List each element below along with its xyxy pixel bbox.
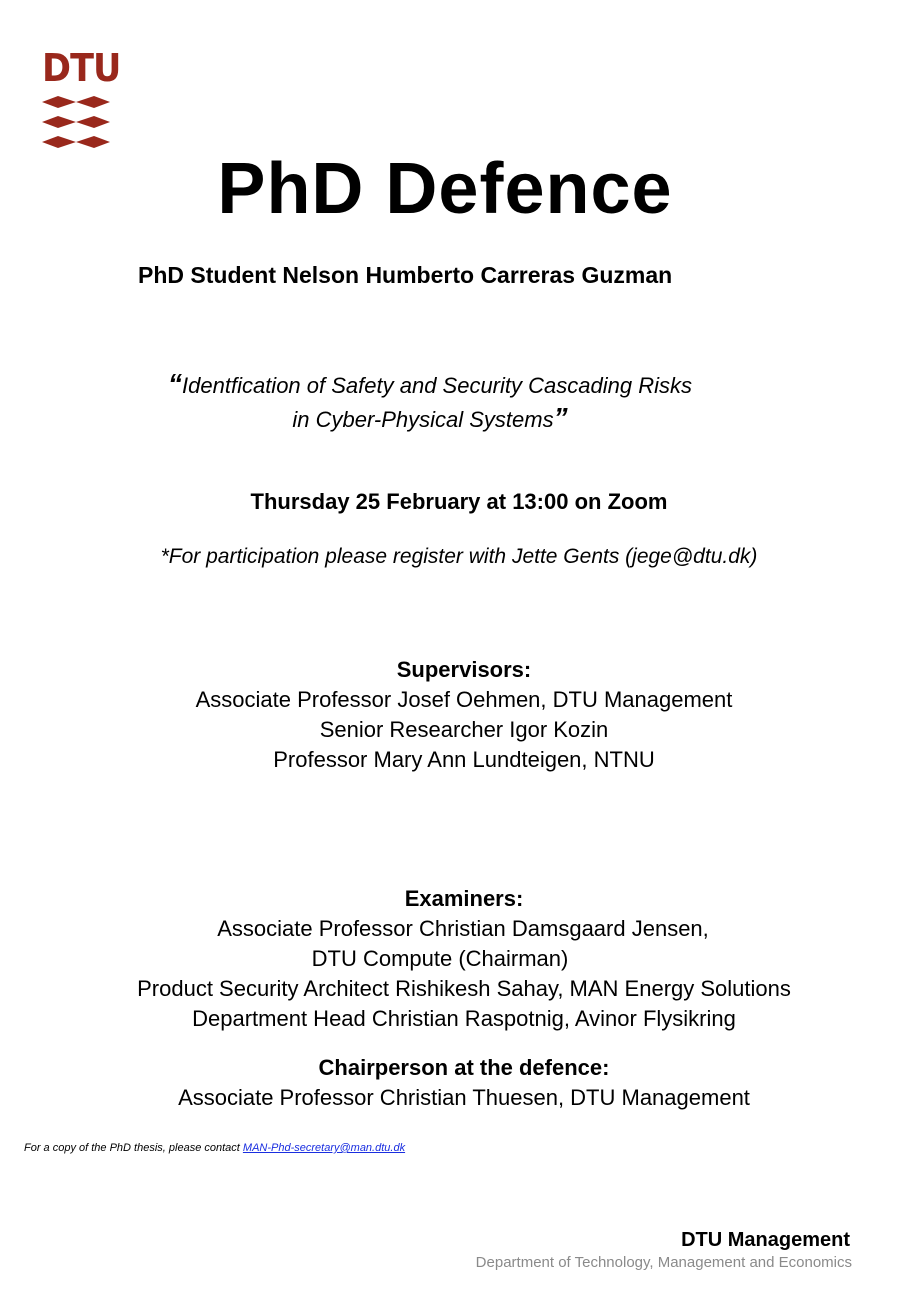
chairperson-section <box>0 1053 900 1113</box>
chairperson-heading: Chairperson at the defence: <box>318 1055 610 1080</box>
examiner-item: Associate Professor Christian Damsgaard Jensen, <box>217 916 709 941</box>
department-name: DTU Management <box>681 1229 850 1251</box>
close-quote: ” <box>553 402 568 433</box>
thesis-copy-text: For a copy of the PhD thesis, please contact <box>24 1142 240 1154</box>
department-full-name: Department of Technology, Management and Economics <box>475 1254 852 1271</box>
thesis-title-line1: Identfication of Safety and Security Cascading Risks <box>182 373 692 398</box>
thesis-contact-email-link[interactable]: MAN-Phd-secretary@man.dtu.dk <box>242 1142 406 1154</box>
supervisor-item: Associate Professor Josef Oehmen, DTU Management <box>195 687 733 712</box>
supervisors-heading: Supervisors: <box>396 657 532 682</box>
open-quote: “ <box>168 368 183 399</box>
dtu-logo-emblem-icon <box>40 94 112 150</box>
examiner-item: DTU Compute (Chairman) <box>311 946 569 971</box>
supervisor-item: Professor Mary Ann Lundteigen, NTNU <box>273 747 655 772</box>
examiners-heading: Examiners: <box>404 886 524 911</box>
thesis-title <box>0 368 860 436</box>
registration-note: *For participation please register with Jette Gents (jege@dtu.dk) <box>160 545 758 568</box>
dtu-logo-text: DTU <box>42 46 121 90</box>
thesis-copy-note <box>24 1140 405 1156</box>
examiner-item: Product Security Architect Rishikesh Sahay, MAN Energy Solutions <box>137 976 791 1001</box>
examiner-item: Department Head Christian Raspotnig, Avinor Flysikring <box>192 1006 736 1031</box>
dtu-logo <box>40 46 121 150</box>
thesis-title-line2: in Cyber-Physical Systems <box>292 407 554 432</box>
event-datetime: Thursday 25 February at 13:00 on Zoom <box>250 489 668 514</box>
supervisors-section <box>0 655 900 775</box>
supervisor-item: Senior Researcher Igor Kozin <box>319 717 609 742</box>
examiners-section <box>0 884 900 1034</box>
page-title: PhD Defence <box>217 149 673 229</box>
chairperson-item: Associate Professor Christian Thuesen, DTU Management <box>178 1085 750 1110</box>
phd-student-name: PhD Student Nelson Humberto Carreras Guzman <box>138 262 673 288</box>
